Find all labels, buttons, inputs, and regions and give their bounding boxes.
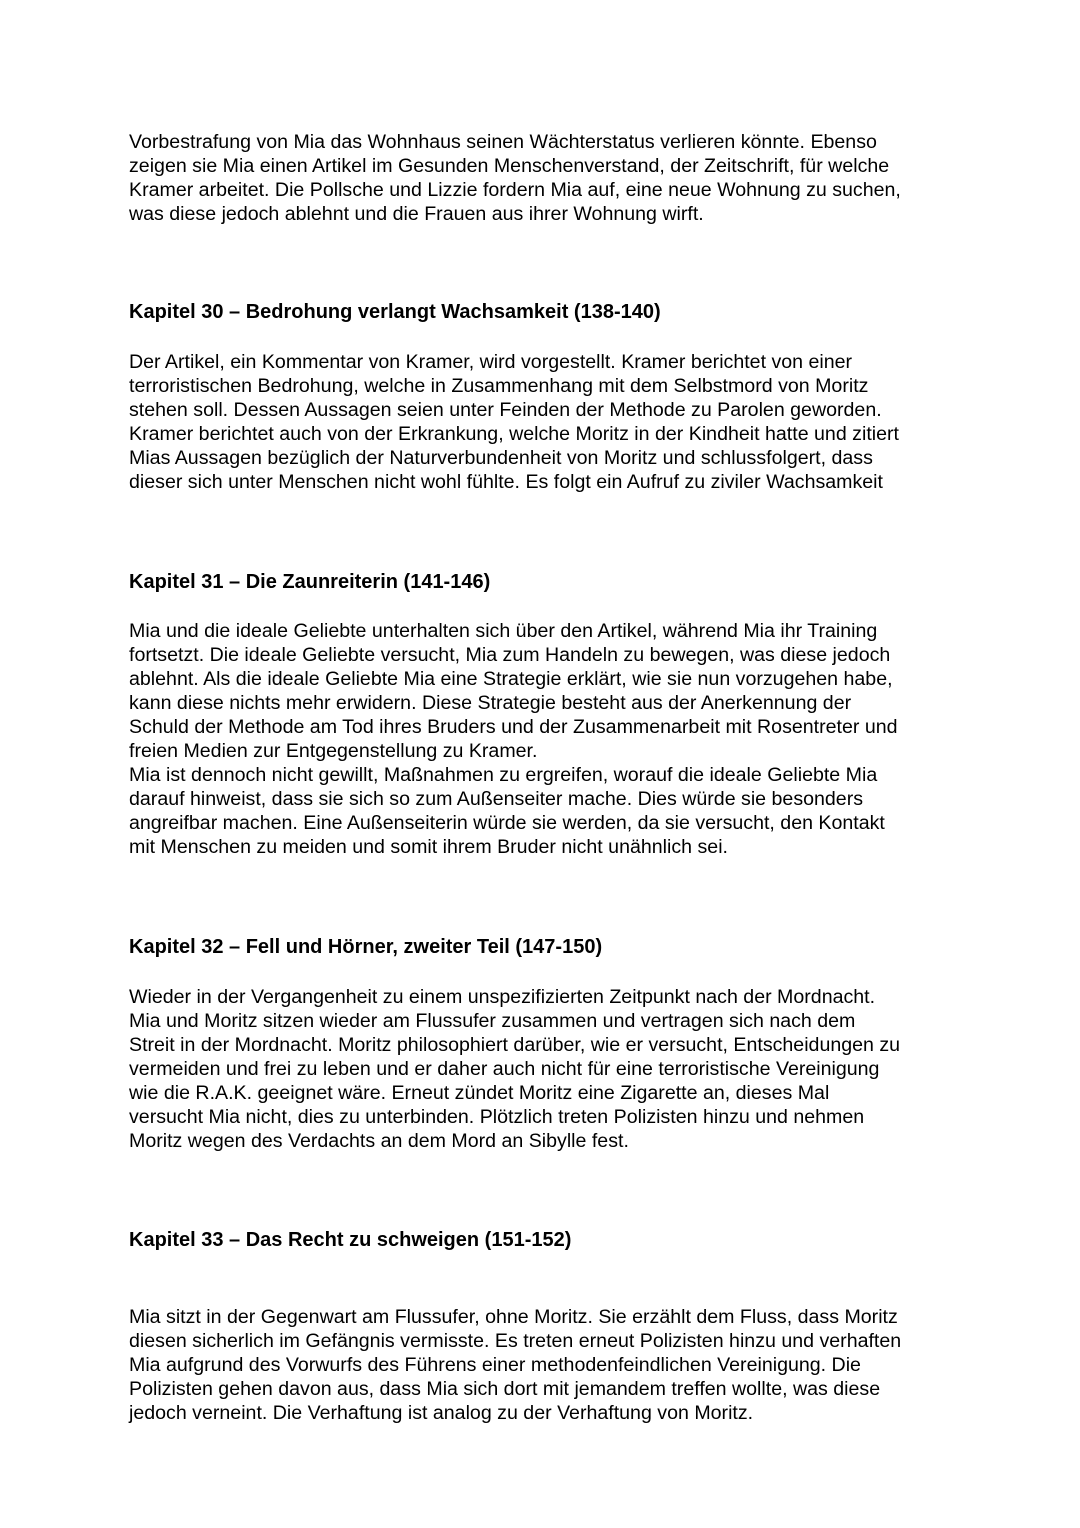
- text-line: Mia aufgrund des Vorwurfs des Führens einer methodenfeindlichen Vereinigung. Die: [129, 1354, 861, 1376]
- text-line: Kramer berichtet auch von der Erkrankung, welche Moritz in der Kindheit hatte und zitiert: [129, 423, 899, 445]
- chapter-paragraph: [129, 350, 899, 494]
- chapter-heading: Kapitel 33 – Das Recht zu schweigen (151-152): [129, 1229, 572, 1251]
- text-line: was diese jedoch ablehnt und die Frauen aus ihrer Wohnung wirft.: [129, 203, 704, 225]
- text-line: ablehnt. Als die ideale Geliebte Mia eine Strategie erklärt, wie sie nun vorzugehen habe,: [129, 668, 893, 690]
- text-line: Mias Aussagen bezüglich der Naturverbundenheit von Moritz und schlussfolgert, dass: [129, 447, 873, 469]
- chapter-heading: Kapitel 30 – Bedrohung verlangt Wachsamkeit (138-140): [129, 301, 661, 323]
- text-line: darauf hinweist, dass sie sich so zum Außenseiter mache. Dies würde sie besonders: [129, 788, 864, 810]
- text-line: diesen sicherlich im Gefängnis vermisste. Es treten erneut Polizisten hinzu und verhaften: [129, 1330, 902, 1352]
- text-line: Schuld der Methode am Tod ihres Bruders und der Zusammenarbeit mit Rosentreter und: [129, 716, 898, 738]
- chapter-heading: Kapitel 31 – Die Zaunreiterin (141-146): [129, 571, 491, 593]
- text-line: Vorbestrafung von Mia das Wohnhaus seinen Wächterstatus verlieren könnte. Ebenso: [129, 131, 877, 153]
- text-line: kann diese nichts mehr erwidern. Diese Strategie besteht aus der Anerkennung der: [129, 692, 852, 714]
- text-line: Kramer arbeitet. Die Pollsche und Lizzie fordern Mia auf, eine neue Wohnung zu suchen,: [129, 179, 901, 201]
- intro-paragraph: [129, 130, 901, 226]
- text-line: angreifbar machen. Eine Außenseiterin würde sie werden, da sie versucht, den Kontakt: [129, 812, 885, 834]
- text-line: terroristischen Bedrohung, welche in Zusammenhang mit dem Selbstmord von Moritz: [129, 375, 869, 397]
- text-line: Wieder in der Vergangenheit zu einem unspezifizierten Zeitpunkt nach der Mordnacht.: [129, 986, 876, 1008]
- chapter-heading: Kapitel 32 – Fell und Hörner, zweiter Teil (147-150): [129, 936, 603, 958]
- text-line: dieser sich unter Menschen nicht wohl fühlte. Es folgt ein Aufruf zu ziviler Wachsamkeit: [129, 471, 883, 493]
- text-line: fortsetzt. Die ideale Geliebte versucht, Mia zum Handeln zu bewegen, was diese jedoch: [129, 644, 891, 666]
- text-line: freien Medien zur Entgegenstellung zu Kramer.: [129, 740, 538, 762]
- text-line: jedoch verneint. Die Verhaftung ist analog zu der Verhaftung von Moritz.: [129, 1402, 754, 1424]
- text-line: wie die R.A.K. geeignet wäre. Erneut zündet Moritz eine Zigarette an, dieses Mal: [129, 1082, 830, 1104]
- text-line: stehen soll. Dessen Aussagen seien unter Feinden der Methode zu Parolen geworden.: [129, 399, 882, 421]
- text-line: versucht Mia nicht, dies zu unterbinden. Plötzlich treten Polizisten hinzu und nehmen: [129, 1106, 865, 1128]
- text-line: Der Artikel, ein Kommentar von Kramer, wird vorgestellt. Kramer berichtet von einer: [129, 351, 853, 373]
- text-line: Polizisten gehen davon aus, dass Mia sich dort mit jemandem treffen wollte, was diese: [129, 1378, 881, 1400]
- text-line: Mia und die ideale Geliebte unterhalten sich über den Artikel, während Mia ihr Training: [129, 620, 878, 642]
- text-line: Mia und Moritz sitzen wieder am Flussufer zusammen und vertragen sich nach dem: [129, 1010, 856, 1032]
- text-line: Mia sitzt in der Gegenwart am Flussufer, ohne Moritz. Sie erzählt dem Fluss, dass Moritz: [129, 1306, 898, 1328]
- text-line: zeigen sie Mia einen Artikel im Gesunden Menschenverstand, der Zeitschrift, für welche: [129, 155, 890, 177]
- text-line: Streit in der Mordnacht. Moritz philosophiert darüber, wie er versucht, Entscheidungen zu: [129, 1034, 901, 1056]
- chapter-paragraph: [129, 985, 900, 1153]
- text-line: mit Menschen zu meiden und somit ihrem Bruder nicht unähnlich sei.: [129, 836, 728, 858]
- text-line: Moritz wegen des Verdachts an dem Mord an Sibylle fest.: [129, 1130, 629, 1152]
- chapter-paragraph: [129, 619, 898, 859]
- text-line: Mia ist dennoch nicht gewillt, Maßnahmen zu ergreifen, worauf die ideale Geliebte Mia: [129, 764, 878, 786]
- text-line: vermeiden und frei zu leben und er daher auch nicht für eine terroristische Vereinigung: [129, 1058, 880, 1080]
- chapter-paragraph: [129, 1305, 901, 1425]
